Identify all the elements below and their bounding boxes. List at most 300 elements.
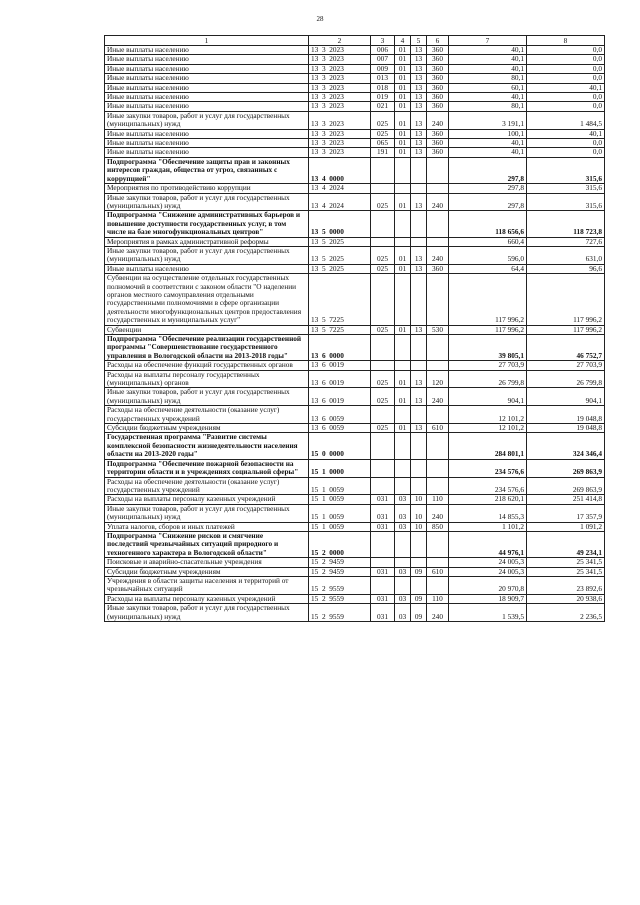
table-row [105, 74, 605, 83]
row-code-cell: 13 3 2023 [309, 148, 371, 157]
row-code-cell: 13 3 2023 [309, 55, 371, 64]
row-col3-cell: 025 [371, 424, 395, 433]
table-row [105, 388, 605, 406]
row-value-2020-cell: 315,6 [527, 157, 605, 183]
row-col6-cell [427, 558, 449, 567]
row-value-2020-cell: 96,6 [527, 264, 605, 273]
row-col4-cell: 01 [395, 370, 411, 388]
row-value-2019-cell: 1 101,2 [449, 522, 527, 531]
row-value-2020-cell: 269 863,9 [527, 459, 605, 477]
row-col4-cell [395, 433, 411, 459]
row-col5-cell [411, 433, 427, 459]
row-code-cell: 13 3 2023 [309, 139, 371, 148]
row-value-2019-cell: 1 539,5 [449, 604, 527, 622]
table-row [105, 531, 605, 557]
row-col6-cell [427, 361, 449, 370]
row-value-2020-cell: 0,0 [527, 93, 605, 102]
row-name-cell: Иные закупки товаров, работ и услуг для государственных (муниципальных) нужд [105, 604, 309, 622]
row-col6-cell: 360 [427, 64, 449, 73]
row-code-cell: 15 1 0059 [309, 495, 371, 504]
row-name-cell: Иные выплаты населению [105, 102, 309, 111]
row-value-2019-cell: 20 970,8 [449, 576, 527, 594]
row-col5-cell: 13 [411, 111, 427, 129]
row-value-2020-cell: 631,0 [527, 246, 605, 264]
row-value-2019-cell: 596,0 [449, 246, 527, 264]
row-value-2019-cell: 218 620,1 [449, 495, 527, 504]
row-name-cell: Субсидии бюджетным учреждениям [105, 424, 309, 433]
row-col4-cell [395, 361, 411, 370]
row-col5-cell: 13 [411, 246, 427, 264]
row-col4-cell: 03 [395, 567, 411, 576]
row-value-2020-cell: 269 863,9 [527, 477, 605, 495]
row-value-2019-cell: 284 801,1 [449, 433, 527, 459]
row-code-cell: 13 6 0019 [309, 388, 371, 406]
row-col5-cell: 09 [411, 594, 427, 603]
row-value-2020-cell: 19 048,8 [527, 424, 605, 433]
row-value-2019-cell: 24 005,3 [449, 558, 527, 567]
row-col3-cell [371, 576, 395, 594]
row-col6-cell: 360 [427, 83, 449, 92]
row-value-2020-cell: 27 703,9 [527, 361, 605, 370]
row-col3-cell: 025 [371, 370, 395, 388]
row-col6-cell: 120 [427, 370, 449, 388]
row-col5-cell: 10 [411, 504, 427, 522]
row-value-2020-cell: 315,6 [527, 193, 605, 211]
row-value-2019-cell: 3 191,1 [449, 111, 527, 129]
table-row [105, 193, 605, 211]
row-value-2020-cell: 324 346,4 [527, 433, 605, 459]
table-row [105, 184, 605, 193]
row-col3-cell: 031 [371, 522, 395, 531]
table-row [105, 604, 605, 622]
row-col6-cell: 110 [427, 495, 449, 504]
table-row [105, 406, 605, 424]
row-code-cell: 15 2 9559 [309, 576, 371, 594]
row-value-2019-cell: 27 703,9 [449, 361, 527, 370]
row-col3-cell: 025 [371, 246, 395, 264]
row-value-2020-cell: 40,1 [527, 129, 605, 138]
row-col6-cell: 360 [427, 148, 449, 157]
row-name-cell: Расходы на выплаты персоналу казенных учреждений [105, 594, 309, 603]
row-col6-cell [427, 184, 449, 193]
row-col3-cell: 025 [371, 193, 395, 211]
row-col6-cell: 360 [427, 93, 449, 102]
row-col4-cell [395, 157, 411, 183]
row-col4-cell: 01 [395, 46, 411, 55]
row-code-cell: 15 2 9459 [309, 567, 371, 576]
column-header: 4 [395, 36, 411, 46]
row-code-cell: 13 3 2023 [309, 93, 371, 102]
row-col3-cell: 025 [371, 129, 395, 138]
row-col5-cell: 13 [411, 83, 427, 92]
row-name-cell: Иные закупки товаров, работ и услуг для государственных (муниципальных) нужд [105, 111, 309, 129]
row-col3-cell: 006 [371, 46, 395, 55]
row-col6-cell: 240 [427, 504, 449, 522]
row-col6-cell [427, 433, 449, 459]
table-row [105, 64, 605, 73]
row-value-2019-cell: 64,4 [449, 264, 527, 273]
table-row [105, 361, 605, 370]
row-name-cell: Иные выплаты населению [105, 148, 309, 157]
table-row [105, 522, 605, 531]
row-code-cell: 13 3 2023 [309, 129, 371, 138]
row-name-cell: Учреждения в области защиты населения и территорий от чрезвычайных ситуаций [105, 576, 309, 594]
row-value-2020-cell: 0,0 [527, 148, 605, 157]
page-number: 28 [316, 15, 324, 23]
row-col6-cell: 360 [427, 46, 449, 55]
row-code-cell: 13 5 0000 [309, 211, 371, 237]
row-col3-cell [371, 406, 395, 424]
row-name-cell: Расходы на выплаты персоналу казенных учреждений [105, 495, 309, 504]
table-row [105, 504, 605, 522]
row-col3-cell [371, 361, 395, 370]
row-value-2019-cell: 12 101,2 [449, 406, 527, 424]
row-value-2020-cell: 727,6 [527, 237, 605, 246]
row-value-2020-cell: 117 996,2 [527, 274, 605, 325]
row-col5-cell [411, 459, 427, 477]
table-row [105, 567, 605, 576]
row-col5-cell: 13 [411, 74, 427, 83]
table-row [105, 46, 605, 55]
row-col5-cell: 13 [411, 264, 427, 273]
row-col4-cell: 03 [395, 522, 411, 531]
row-col4-cell: 01 [395, 74, 411, 83]
row-code-cell: 13 3 2023 [309, 102, 371, 111]
row-value-2020-cell: 46 752,7 [527, 335, 605, 361]
row-col5-cell [411, 335, 427, 361]
table-row [105, 148, 605, 157]
row-col4-cell: 01 [395, 246, 411, 264]
row-code-cell: 13 5 2025 [309, 246, 371, 264]
row-col6-cell: 360 [427, 129, 449, 138]
table-row [105, 558, 605, 567]
table-row [105, 102, 605, 111]
row-col4-cell [395, 237, 411, 246]
row-col3-cell: 031 [371, 604, 395, 622]
row-name-cell: Иные закупки товаров, работ и услуг для государственных (муниципальных) нужд [105, 388, 309, 406]
row-col6-cell: 850 [427, 522, 449, 531]
row-col3-cell: 191 [371, 148, 395, 157]
row-col6-cell: 360 [427, 74, 449, 83]
row-col4-cell: 01 [395, 148, 411, 157]
row-value-2019-cell: 39 805,1 [449, 335, 527, 361]
row-col5-cell: 13 [411, 424, 427, 433]
row-col3-cell [371, 274, 395, 325]
row-col3-cell [371, 184, 395, 193]
row-col6-cell: 240 [427, 388, 449, 406]
table-row [105, 129, 605, 138]
row-col6-cell [427, 211, 449, 237]
row-col6-cell: 240 [427, 604, 449, 622]
table-row [105, 335, 605, 361]
row-value-2020-cell: 25 341,5 [527, 567, 605, 576]
row-col3-cell [371, 477, 395, 495]
row-col4-cell [395, 459, 411, 477]
row-col3-cell [371, 433, 395, 459]
row-col3-cell: 031 [371, 495, 395, 504]
row-value-2019-cell: 40,1 [449, 55, 527, 64]
row-name-cell: Государственная программа "Развитие системы комплексной безопасности жизнедеятельности населения области на 2013-2020 годы" [105, 433, 309, 459]
row-col6-cell: 110 [427, 594, 449, 603]
table-row [105, 495, 605, 504]
row-value-2020-cell: 0,0 [527, 139, 605, 148]
row-col6-cell [427, 335, 449, 361]
table-row [105, 93, 605, 102]
row-col4-cell: 01 [395, 424, 411, 433]
row-col6-cell: 360 [427, 264, 449, 273]
row-col5-cell: 13 [411, 370, 427, 388]
row-code-cell: 13 6 0059 [309, 406, 371, 424]
row-col4-cell [395, 406, 411, 424]
row-code-cell: 13 3 2023 [309, 83, 371, 92]
row-col3-cell: 009 [371, 64, 395, 73]
row-value-2020-cell: 0,0 [527, 74, 605, 83]
row-name-cell: Подпрограмма "Снижение административных барьеров и повышение доступности государственных услуг, в том числе на базе многофункциональных центров" [105, 211, 309, 237]
row-col3-cell [371, 558, 395, 567]
row-name-cell: Мероприятия в рамках административной реформы [105, 237, 309, 246]
row-col5-cell: 13 [411, 139, 427, 148]
row-col5-cell [411, 184, 427, 193]
row-value-2020-cell: 40,1 [527, 83, 605, 92]
row-col3-cell: 031 [371, 594, 395, 603]
row-name-cell: Иные закупки товаров, работ и услуг для государственных (муниципальных) нужд [105, 193, 309, 211]
table-row [105, 139, 605, 148]
column-header: 3 [371, 36, 395, 46]
table-row [105, 83, 605, 92]
row-code-cell: 13 5 2025 [309, 237, 371, 246]
row-col6-cell: 360 [427, 55, 449, 64]
row-value-2020-cell: 2 236,5 [527, 604, 605, 622]
row-code-cell: 15 2 0000 [309, 531, 371, 557]
row-col5-cell: 13 [411, 93, 427, 102]
table-row [105, 576, 605, 594]
table-row [105, 424, 605, 433]
row-value-2019-cell: 60,1 [449, 83, 527, 92]
row-name-cell: Расходы на обеспечение деятельности (оказание услуг) государственных учреждений [105, 477, 309, 495]
row-col5-cell [411, 157, 427, 183]
row-col5-cell: 10 [411, 522, 427, 531]
row-col6-cell [427, 157, 449, 183]
row-col4-cell: 01 [395, 388, 411, 406]
row-col3-cell: 019 [371, 93, 395, 102]
row-name-cell: Подпрограмма "Снижение рисков и смягчение последствий чрезвычайных ситуаций природного и техногенного характера в Вологодской области" [105, 531, 309, 557]
row-code-cell: 15 1 0059 [309, 477, 371, 495]
row-col5-cell [411, 237, 427, 246]
row-value-2020-cell: 0,0 [527, 46, 605, 55]
row-value-2019-cell: 234 576,6 [449, 477, 527, 495]
table-row [105, 211, 605, 237]
row-col5-cell: 10 [411, 495, 427, 504]
row-code-cell: 13 5 2025 [309, 264, 371, 273]
row-value-2019-cell: 297,8 [449, 184, 527, 193]
row-code-cell: 15 2 9559 [309, 594, 371, 603]
row-col4-cell: 03 [395, 594, 411, 603]
row-code-cell: 13 6 0019 [309, 361, 371, 370]
row-col3-cell: 018 [371, 83, 395, 92]
row-value-2020-cell: 904,1 [527, 388, 605, 406]
row-col3-cell: 021 [371, 102, 395, 111]
row-col5-cell [411, 477, 427, 495]
table-row [105, 594, 605, 603]
row-name-cell: Иные выплаты населению [105, 46, 309, 55]
row-col6-cell [427, 576, 449, 594]
row-col4-cell: 01 [395, 139, 411, 148]
table-row [105, 237, 605, 246]
row-code-cell: 13 4 2024 [309, 193, 371, 211]
row-name-cell: Иные выплаты населению [105, 93, 309, 102]
row-name-cell: Субвенции на осуществление отдельных государственных полномочий в соответствии с законом области "О наделении органов местного самоуправления отдельными государственными полномочиями в сфере организации деятельности многофункциональных центров предоставления государственных и муниципальных услуг" [105, 274, 309, 325]
row-value-2019-cell: 24 005,3 [449, 567, 527, 576]
row-col5-cell: 13 [411, 46, 427, 55]
row-name-cell: Подпрограмма "Обеспечение реализации государственной программы "Совершенствование государственного управления в Вологодской области на 2013-2018 годы" [105, 335, 309, 361]
row-value-2020-cell: 118 723,8 [527, 211, 605, 237]
row-code-cell: 13 3 2023 [309, 64, 371, 73]
row-value-2019-cell: 40,1 [449, 139, 527, 148]
row-name-cell: Подпрограмма "Обеспечение защиты прав и законных интересов граждан, общества от угроз, связанных с коррупцией" [105, 157, 309, 183]
row-code-cell: 13 6 0059 [309, 424, 371, 433]
row-value-2019-cell: 297,8 [449, 193, 527, 211]
row-col4-cell: 03 [395, 504, 411, 522]
row-col3-cell [371, 459, 395, 477]
table-row [105, 111, 605, 129]
row-col3-cell [371, 531, 395, 557]
row-col3-cell [371, 211, 395, 237]
row-code-cell: 15 1 0000 [309, 459, 371, 477]
row-col5-cell [411, 531, 427, 557]
row-value-2019-cell: 18 909,7 [449, 594, 527, 603]
row-col4-cell: 01 [395, 93, 411, 102]
row-col4-cell: 01 [395, 129, 411, 138]
row-col6-cell [427, 237, 449, 246]
row-code-cell: 13 6 0019 [309, 370, 371, 388]
row-name-cell: Иные выплаты населению [105, 264, 309, 273]
row-col6-cell [427, 477, 449, 495]
row-col3-cell [371, 237, 395, 246]
table-row [105, 264, 605, 273]
row-name-cell: Иные выплаты населению [105, 64, 309, 73]
row-col4-cell: 01 [395, 264, 411, 273]
row-col4-cell: 01 [395, 64, 411, 73]
row-value-2019-cell: 80,1 [449, 74, 527, 83]
row-col6-cell: 360 [427, 102, 449, 111]
row-value-2019-cell: 44 976,1 [449, 531, 527, 557]
row-col4-cell: 03 [395, 495, 411, 504]
table-row [105, 246, 605, 264]
row-value-2019-cell: 12 101,2 [449, 424, 527, 433]
table-row [105, 274, 605, 325]
row-name-cell: Иные выплаты населению [105, 55, 309, 64]
row-value-2019-cell: 117 996,2 [449, 274, 527, 325]
row-col6-cell [427, 531, 449, 557]
row-col4-cell: 01 [395, 325, 411, 334]
column-header: 5 [411, 36, 427, 46]
row-value-2019-cell: 234 576,6 [449, 459, 527, 477]
row-col5-cell [411, 274, 427, 325]
row-col4-cell: 03 [395, 604, 411, 622]
row-col4-cell: 01 [395, 193, 411, 211]
column-header: 6 [427, 36, 449, 46]
row-value-2019-cell: 14 855,3 [449, 504, 527, 522]
row-col3-cell: 025 [371, 264, 395, 273]
row-code-cell: 15 0 0000 [309, 433, 371, 459]
row-col5-cell [411, 361, 427, 370]
row-col3-cell: 007 [371, 55, 395, 64]
row-col5-cell: 13 [411, 325, 427, 334]
row-value-2020-cell: 315,6 [527, 184, 605, 193]
row-value-2020-cell: 0,0 [527, 55, 605, 64]
row-col6-cell: 360 [427, 139, 449, 148]
row-name-cell: Иные закупки товаров, работ и услуг для государственных (муниципальных) нужд [105, 246, 309, 264]
table-header-row [105, 36, 605, 46]
row-col4-cell [395, 477, 411, 495]
row-code-cell: 13 3 2023 [309, 74, 371, 83]
row-col5-cell: 13 [411, 148, 427, 157]
row-code-cell: 15 2 9559 [309, 604, 371, 622]
table-body [105, 46, 605, 622]
row-col4-cell [395, 211, 411, 237]
row-value-2019-cell: 117 996,2 [449, 325, 527, 334]
row-value-2019-cell: 904,1 [449, 388, 527, 406]
table-row [105, 370, 605, 388]
row-value-2020-cell: 117 996,2 [527, 325, 605, 334]
row-col6-cell [427, 274, 449, 325]
row-value-2019-cell: 297,8 [449, 157, 527, 183]
row-value-2019-cell: 100,1 [449, 129, 527, 138]
row-col4-cell [395, 184, 411, 193]
row-col6-cell: 240 [427, 193, 449, 211]
row-value-2019-cell: 40,1 [449, 93, 527, 102]
row-col5-cell: 13 [411, 64, 427, 73]
row-name-cell: Уплата налогов, сборов и иных платежей [105, 522, 309, 531]
row-col5-cell: 13 [411, 129, 427, 138]
row-code-cell: 15 1 0059 [309, 522, 371, 531]
row-name-cell: Иные закупки товаров, работ и услуг для государственных (муниципальных) нужд [105, 504, 309, 522]
row-col5-cell: 13 [411, 193, 427, 211]
row-col6-cell: 610 [427, 424, 449, 433]
row-name-cell: Субсидии бюджетным учреждениям [105, 567, 309, 576]
row-col3-cell [371, 335, 395, 361]
row-name-cell: Поисковые и аварийно-спасательные учреждения [105, 558, 309, 567]
row-value-2020-cell: 19 048,8 [527, 406, 605, 424]
row-col6-cell [427, 459, 449, 477]
row-col4-cell [395, 558, 411, 567]
row-code-cell: 13 5 7225 [309, 274, 371, 325]
row-col4-cell [395, 531, 411, 557]
row-name-cell: Иные выплаты населению [105, 139, 309, 148]
table-row [105, 325, 605, 334]
row-col5-cell: 09 [411, 604, 427, 622]
column-header: 8 [527, 36, 605, 46]
table-row [105, 459, 605, 477]
row-col4-cell: 01 [395, 111, 411, 129]
row-value-2020-cell: 0,0 [527, 102, 605, 111]
row-value-2019-cell: 40,1 [449, 148, 527, 157]
row-col3-cell: 031 [371, 567, 395, 576]
row-col5-cell: 13 [411, 102, 427, 111]
row-col6-cell: 530 [427, 325, 449, 334]
table-row [105, 433, 605, 459]
row-name-cell: Расходы на обеспечение функций государственных органов [105, 361, 309, 370]
row-code-cell: 13 5 7225 [309, 325, 371, 334]
row-name-cell: Иные выплаты населению [105, 83, 309, 92]
column-header: 2 [309, 36, 371, 46]
row-col3-cell: 025 [371, 388, 395, 406]
row-code-cell: 15 1 0059 [309, 504, 371, 522]
row-col6-cell [427, 406, 449, 424]
row-col6-cell: 240 [427, 246, 449, 264]
row-col4-cell: 01 [395, 83, 411, 92]
row-code-cell: 13 3 2023 [309, 111, 371, 129]
